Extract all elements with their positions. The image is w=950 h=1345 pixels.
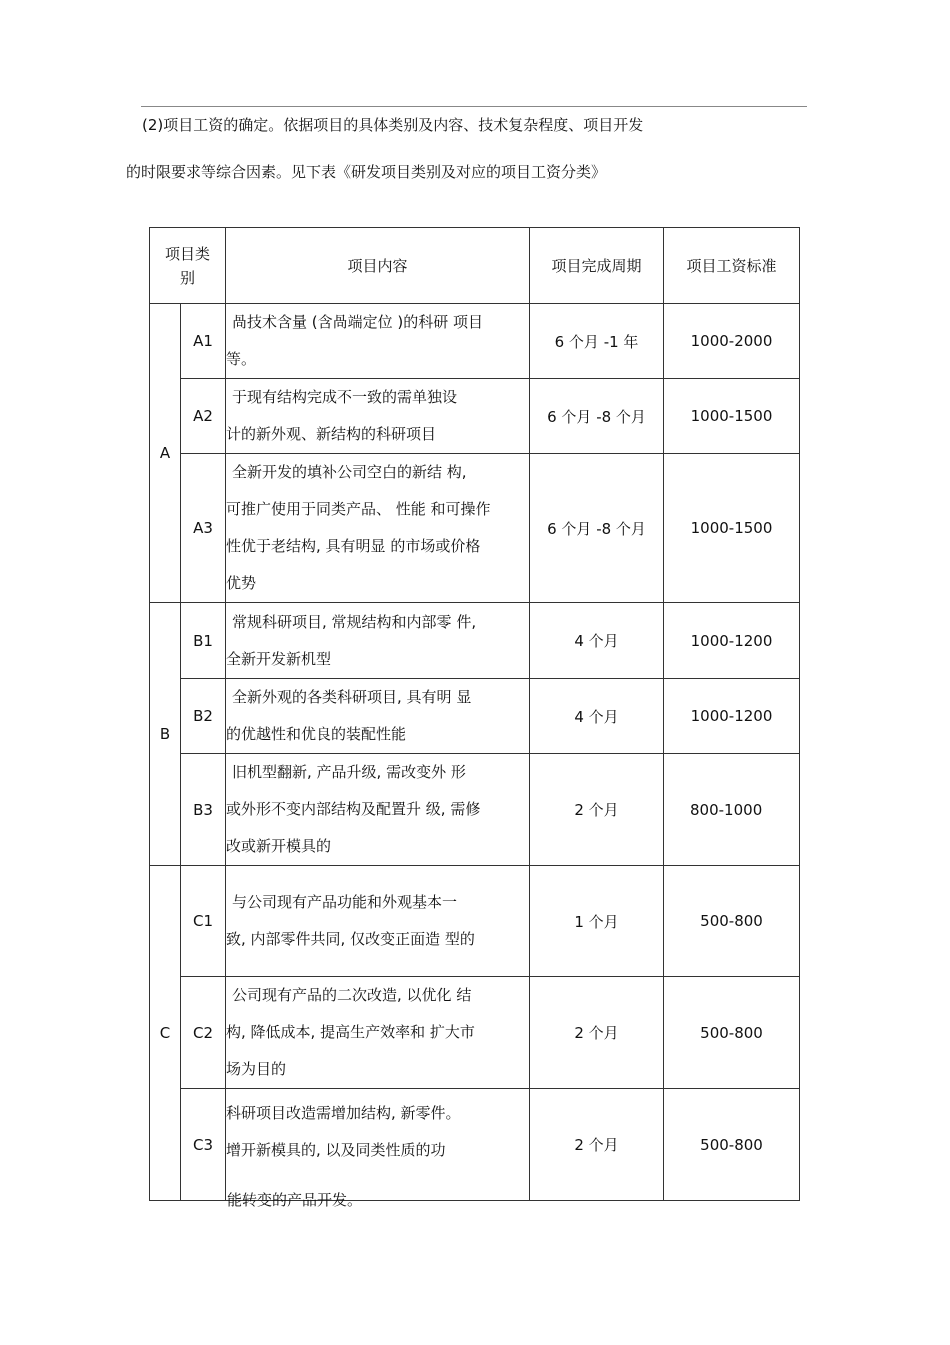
table-row [150,1089,800,1201]
table-row [150,379,800,454]
code-cell: C1 [181,866,226,977]
period-cell: 2 个月 [530,977,664,1089]
period-cell: 4 个月 [530,603,664,679]
content-line: 场为目的 [226,1060,287,1078]
period-cell: 4 个月 [530,679,664,754]
wage-cell: 1000-1200 [664,679,800,754]
table-row [150,866,800,977]
wage-cell: 1000-1200 [664,603,800,679]
content-line: 科研项目改造需增加结构, 新零件。 [226,1104,461,1122]
code-cell: C3 [181,1089,226,1201]
content-cell [226,454,530,603]
period-cell: 2 个月 [530,1089,664,1201]
wage-cell: 500-800 [664,977,800,1089]
content-line: 咼技术含量 (含咼端定位 )的科研 项目 [232,313,484,331]
content-cell [226,866,530,977]
content-line: 或外形不变内部结构及配置升 级, 需修 [226,800,481,818]
period-cell: 6 个月 -1 年 [530,304,664,379]
header-period: 项目完成周期 [530,228,664,304]
category-cell: C [150,866,181,1201]
code-cell: A2 [181,379,226,454]
header-wage: 项目工资标准 [664,228,800,304]
content-cell [226,754,530,866]
table-row [150,454,800,603]
content-cell [226,1089,530,1201]
period-cell: 1 个月 [530,866,664,977]
category-cell: B [150,603,181,866]
content-line: 常规科研项目, 常规结构和内部零 件, [232,612,477,631]
wage-cell: 500-800 [664,1089,800,1201]
content-cell [226,304,530,379]
table-row [150,754,800,866]
content-line: 致, 内部零件共同, 仅改变正面造 型的 [226,930,475,948]
header-rule [141,106,807,107]
content-line: 的优越性和优良的装配性能 [226,725,407,743]
wage-cell: 1000-1500 [664,454,800,603]
content-line: 于现有结构完成不一致的需单独设 [232,388,458,406]
content-overflow-line: 能转变的产品开发。 [227,1191,363,1209]
content-line: 全新外观的各类科研项目, 具有明 显 [232,688,472,706]
code-cell: B2 [181,679,226,754]
content-line: 全新开发的填补公司空白的新结 构, [232,463,467,481]
period-cell: 2 个月 [530,754,664,866]
content-cell [226,679,530,754]
code-cell: A1 [181,304,226,379]
wage-cell: 800-1000 [664,754,800,866]
content-line: 等。 [226,350,257,368]
content-line: 公司现有产品的二次改造, 以优化 结 [232,986,472,1004]
header-content: 项目内容 [226,228,530,304]
code-cell: B1 [181,603,226,679]
content-line: 与公司现有产品功能和外观基本一 [232,893,458,911]
content-line: 构, 降低成本, 提高生产效率和 扩大市 [226,1023,475,1041]
content-line: 可推广使用于同类产品、 性能 和可操作 [226,500,491,518]
header-category [150,228,226,304]
wage-cell: 1000-1500 [664,379,800,454]
content-cell [226,977,530,1089]
table-row [150,603,800,679]
project-wage-table [149,227,800,1201]
content-line: 改或新开模具的 [226,837,332,855]
wage-cell: 500-800 [664,866,800,977]
wage-cell: 1000-2000 [664,304,800,379]
category-cell: A [150,304,181,603]
content-line: 优势 [226,574,257,592]
table-header-row [150,228,800,304]
header-category-line2: 别 [180,268,196,287]
intro-paragraph-line1: (2)项目工资的确定。依据项目的具体类别及内容、技术复杂程度、项目开发 [142,116,644,134]
period-cell: 6 个月 -8 个月 [530,379,664,454]
table-row [150,304,800,379]
table-row [150,977,800,1089]
content-line: 全新开发新机型 [226,649,332,668]
code-cell: B3 [181,754,226,866]
code-cell: A3 [181,454,226,603]
content-cell [226,379,530,454]
content-line: 性优于老结构, 具有明显 的市场或价格 [226,537,481,555]
header-category-line1: 项目类 [165,244,211,263]
intro-paragraph-line2: 的时限要求等综合因素。见下表《研发项目类别及对应的项目工资分类》 [126,163,607,181]
period-cell: 6 个月 -8 个月 [530,454,664,603]
content-line: 旧机型翻新, 产品升级, 需改变外 形 [232,763,466,781]
code-cell: C2 [181,977,226,1089]
content-cell [226,603,530,679]
content-line: 增开新模具的, 以及同类性质的功 [226,1141,446,1159]
table-row [150,679,800,754]
content-line: 计的新外观、新结构的科研项目 [226,425,437,443]
